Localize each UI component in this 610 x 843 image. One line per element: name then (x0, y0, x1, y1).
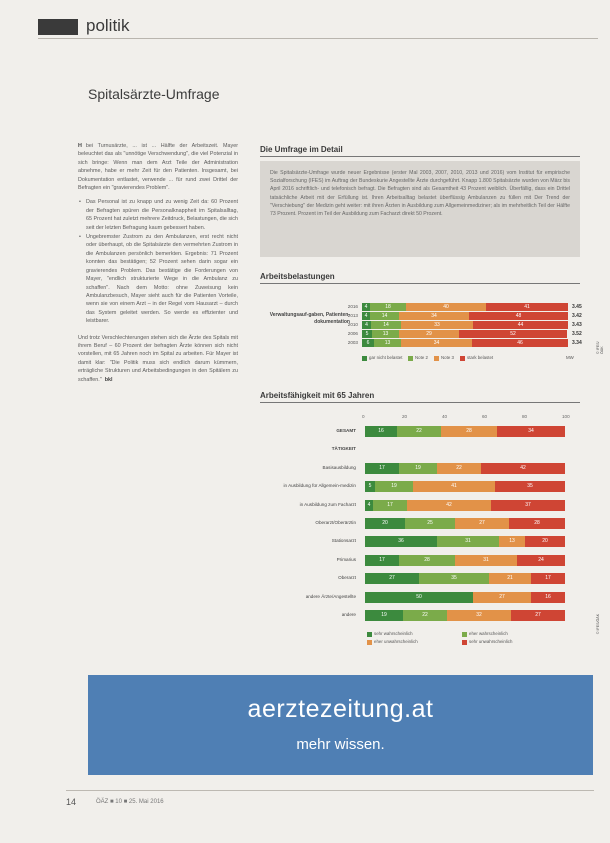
chart2-axis-tick: 40 (442, 414, 448, 419)
chart2-category-label: Basisausbildung (322, 464, 356, 470)
chart1-mean-value: 3.52 (572, 331, 582, 337)
chart1-year-label: 2006 (347, 331, 358, 336)
chart1-mean-value: 3.42 (572, 313, 582, 319)
umfrage-title: Die Umfrage im Detail (260, 145, 343, 154)
chart2-bar-segment: 36 (365, 536, 437, 547)
article-bullet: • Ungebremster Zustrom zu den Ambulanzen, erst recht nicht oder überhaupt, ob die Spitalsärzte den vermehrten Zustrom in die Ambulanzen persönlich bemerkten. Ergebnis: 71 Prozent konnten das bestätigen; 52 Prozent sehen darin sogar ein gravierendes Problem. Das bestätige die Forderungen von Mayer, "endlich strukturierte Wege in die Ambulanz zu schaffen". Nach dem Motto: ohne Zuweisung kein Ambulanzbesuch, Mayer sieht auch für die Patienten Vorteile, wenn sie von einem Arzt – in der Regel vom Hausarzt – durch das System geleitet werden. So werde es effizienter und leistbarer. (78, 233, 238, 325)
chart2-bar-segment: 24 (517, 555, 565, 566)
chart1-year-label: 2013 (347, 313, 358, 318)
chart2-bar-segment: 42 (481, 463, 565, 474)
chart2-bar-segment: 16 (365, 426, 397, 437)
chart1-bar-segment: 4 (362, 303, 370, 311)
chart1-bar-segment: 48 (469, 312, 568, 320)
chart2-bar-segment: 19 (375, 481, 413, 492)
chart2-bar-segment: 17 (365, 555, 399, 566)
chart1-year-label: 2016 (347, 304, 358, 309)
chart1-mean-value: 3.45 (572, 304, 582, 310)
article-text-2: Und trotz Verschlechterungen stehen sich die Ärzte des Spitals mit ihrem Beruf – 60 Prozent der befragten Ärzte können sich nicht vorstellen, mit 65 Jahren noch im Spital zu arbeiten. Für Mayer ist damit klar: "Die Politik muss sich endlich darum kümmern, erträgliche Strukturen und Arbeitsbedingungen in den Spitälern zu schaffen." (78, 334, 238, 383)
rubric-bar (38, 19, 78, 35)
chart1-legend-label: gar nicht belastet (369, 355, 403, 360)
chart2-category-label: TÄTIGKEIT (331, 446, 356, 452)
ad-banner[interactable] (88, 675, 593, 775)
chart2-bar-segment: 28 (441, 426, 497, 437)
chart2-bar-segment: 16 (531, 592, 565, 603)
chart2-legend-swatch (367, 632, 372, 637)
chart2-bar-segment: 22 (403, 610, 447, 621)
chart2-category-label: in Ausbildung für Allgemein-medizin (283, 483, 356, 489)
chart2-bar-segment: 37 (491, 500, 565, 511)
chart2-legend-label: eher wahrscheinlich (469, 631, 508, 637)
chart2-bar-segment: 27 (511, 610, 565, 621)
chart1-legend-swatch (362, 356, 367, 361)
chart1-legend-label: Note 2 (415, 355, 428, 360)
chart1-legend-label: MW (566, 355, 574, 360)
author-signature: bkl (104, 376, 113, 383)
chart2-axis-tick: 0 (362, 414, 365, 419)
chart1-bar-segment: 6 (362, 339, 374, 347)
chart2-legend-label: sehr wahrscheinlich (374, 631, 413, 637)
chart1-bar-segment: 46 (472, 339, 568, 347)
banner-subtitle: mehr wissen. (296, 736, 385, 753)
chart2-bar-segment: 50 (365, 592, 473, 603)
chart2-bar-segment: 20 (525, 536, 565, 547)
chart1-bar-segment: 33 (401, 321, 473, 329)
chart2-bar-segment: 19 (399, 463, 437, 474)
chart2-axis-tick: 80 (522, 414, 528, 419)
chart2-legend-swatch (462, 640, 467, 645)
chart1-mean-value: 3.34 (572, 340, 582, 346)
chart2-bar-segment: 31 (455, 555, 517, 566)
chart2-bar-segment: 17 (531, 573, 565, 584)
chart1-year-label: 2003 (347, 340, 358, 345)
article-paragraph-1 (78, 142, 238, 192)
chart1-bar-segment: 14 (371, 321, 401, 329)
chart1-legend-swatch (434, 356, 439, 361)
chart2-category-label: in Ausbildung zum Facharzt (299, 501, 356, 507)
chart1-rule (260, 283, 580, 284)
rubric-label: politik (86, 16, 130, 35)
chart1-year-label: 2010 (347, 322, 358, 327)
chart2-bar-segment: 34 (497, 426, 565, 437)
chart2-category-label: GESAMT (336, 428, 356, 433)
chart1-bar-segment: 52 (459, 330, 567, 338)
chart2-legend-label: eher unwahrscheinlich (374, 639, 418, 645)
chart1-legend-label: Note 3 (441, 355, 454, 360)
chart2-bar-segment: 22 (397, 426, 441, 437)
article-bullets (78, 198, 238, 325)
chart2-bar-segment: 21 (489, 573, 531, 584)
chart2-bar-segment: 22 (437, 463, 481, 474)
chart1-bar-segment: 29 (399, 330, 459, 338)
chart1-bar-segment: 5 (362, 330, 372, 338)
article-paragraph-2 (78, 334, 238, 384)
chart2-rule (260, 402, 580, 403)
chart1-bar-segment: 4 (362, 321, 371, 329)
chart1-legend-swatch (408, 356, 413, 361)
issue-info: ÖÄZ ■ 10 ■ 25. Mai 2016 (96, 799, 164, 805)
article-initial: H (78, 143, 82, 149)
chart2-bar-segment: 31 (437, 536, 499, 547)
chart2-bar-segment: 35 (495, 481, 565, 492)
chart1-legend-swatch (460, 356, 465, 361)
article-text-1: bei Turnusärzte, ... ist ... Hälfte der Arbeitszeit. Mayer beleuchtet das als "unnötige Verschwendung", die viel Potenzial in sich bringe: Wenn man dem Arzt Teile der Administration abnehme, habe er mehr Zeit für den Patienten. Insgesamt, bei Dokumentation entlastet, verwende ... für rund zwei Drittel der Befragten ein "gravierendes Problem". (78, 143, 238, 192)
chart2-bar-segment: 25 (405, 518, 455, 529)
chart2-bar-segment: 27 (455, 518, 509, 529)
chart2-bar-segment: 27 (365, 573, 419, 584)
chart2-axis-tick: 100 (562, 414, 570, 419)
chart2-bar-segment: 28 (399, 555, 455, 566)
chart2-bar-segment: 27 (473, 592, 531, 603)
chart2-category-label: andere (341, 612, 356, 617)
chart2-bar-segment: 17 (365, 463, 399, 474)
banner-title: aerztezeitung.at (247, 695, 434, 723)
footer-divider (66, 790, 594, 791)
rubric-divider (38, 38, 598, 39)
chart1-bar-segment: 18 (370, 303, 406, 311)
chart1-bar-segment: 34 (401, 339, 472, 347)
chart1-bar-segment: 4 (362, 312, 370, 320)
chart1-row-label: Verwaltungsauf-gaben, Patienten-dokumentation (269, 312, 350, 325)
chart2-axis-tick: 60 (482, 414, 488, 419)
chart1-bar-segment: 13 (372, 330, 399, 338)
chart1-title: Arbeitsbelastungen (260, 272, 335, 281)
chart2-bar-segment: 35 (419, 573, 489, 584)
chart2-source: © IFES/ÖÄK (596, 613, 601, 635)
article-column (78, 142, 238, 390)
chart2-title: Arbeitsfähigkeit mit 65 Jahren (260, 391, 375, 400)
chart2-bar-segment: 20 (365, 518, 405, 529)
chart2-bar-segment: 28 (509, 518, 565, 529)
chart2-bar-segment: 13 (499, 536, 525, 547)
chart2-legend-swatch (462, 632, 467, 637)
chart1-legend-label: stark belastet (467, 355, 494, 360)
chart1-bar-segment: 14 (370, 312, 399, 320)
chart1-bar-segment: 41 (486, 303, 568, 311)
chart2-bar-segment: 17 (373, 500, 407, 511)
page-number: 14 (66, 797, 77, 807)
chart2-legend-swatch (367, 640, 372, 645)
chart2-category-label: Primarius (336, 556, 356, 562)
chart2-axis-tick: 20 (402, 414, 408, 419)
chart2-bar-segment: 5 (365, 481, 375, 492)
page-headline: Spitalsärzte-Umfrage (88, 86, 220, 102)
chart1-bar-segment: 34 (399, 312, 469, 320)
chart2-category-label: Oberarzt/Oberärztin (315, 520, 356, 525)
umfrage-rule (260, 156, 580, 157)
chart1-bar-segment: 40 (406, 303, 486, 311)
chart2-bar-segment: 4 (365, 500, 373, 511)
chart1-source: © IFES/ÖÄK (596, 341, 604, 354)
chart2-bar-segment: 19 (365, 610, 403, 621)
umfrage-textbox: Die Spitalsärzte-Umfrage wurde neuer Ergebnisse (erster Mal 2003, 2007, 2010, 2013 und 2016) vom Institut für empirische Sozialforschung (IFES) im Auftrag der Bundeskurie Angestellte Ärzte durchgeführt. Knapp 1.800 Spitalsärzte wurden von März bis April 2016 schriftlich- und telefonisch befragt. Die Befragten sind als Gesamtheit 43 Prozent weiblich. Überfällig, dass ein Drittel tatsächliche Arbeit mit der Erfüllung ist. Ihren Arbeitsalltag belastet überflüssig Ambulanzen zu füllen mit Der Trend der "Verschiebung" der Medizin geht weiter: mit ihren Ärzten in Ausbildung zum Allgemeinmediziner; als im mehrheitlich Teil der Hälfte 73 Prozent. Prozent im Teil der Ausbildung zum Facharzt direkt 50 Prozent. (260, 161, 580, 257)
chart2-bar-segment: 32 (447, 610, 511, 621)
chart1-mean-value: 3.43 (572, 322, 582, 328)
chart2-category-label: Oberarzt (338, 575, 356, 581)
chart1-bar-segment: 44 (473, 321, 568, 329)
chart1-bar-segment: 13 (374, 339, 401, 347)
chart2-bar-segment: 41 (413, 481, 495, 492)
chart2-legend-label: sehr unwahrscheinlich (469, 639, 513, 645)
chart2-category-label: Stationsarzt (331, 538, 356, 544)
chart2-category-label: andere Ärzte/Angestellte (305, 593, 356, 599)
chart2-bar-segment: 42 (407, 500, 491, 511)
article-bullet: • Das Personal ist zu knapp und zu wenig Zeit da: 60 Prozent der Befragten spüren die Personalknappheit im Spitalsalltag, 65 Prozent hat zuletzt mehrere Zeitdruck, Belastungen, die sich seit der letzten Befragung kaum gebessert haben. (78, 198, 238, 232)
